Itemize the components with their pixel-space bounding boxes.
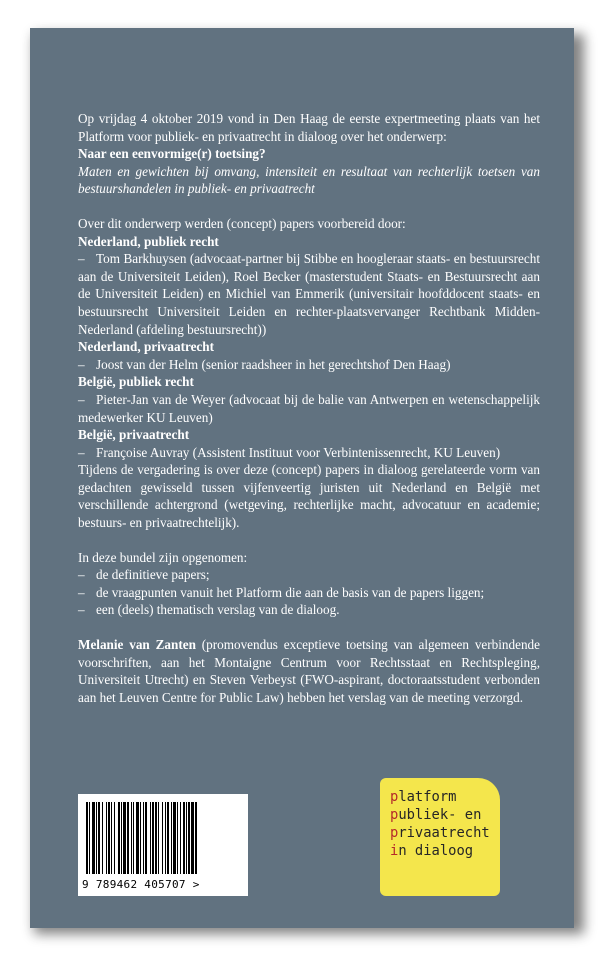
logo-line: privaatrecht <box>390 825 490 841</box>
dash: – <box>78 251 85 267</box>
bundle-item: – de vraagpunten vanuit het Platform die aan de basis van de papers liggen; <box>78 584 485 600</box>
section-heading-nl-public: Nederland, publiek recht <box>78 233 219 249</box>
cover-text <box>78 110 540 706</box>
bundle-item: – een (deels) thematisch verslag van de dialoog. <box>78 602 340 618</box>
barcode-bars <box>86 802 240 874</box>
logo-line: platform <box>390 789 457 805</box>
section-heading-be-public: België, publiek recht <box>78 374 194 390</box>
editor-name: Melanie van Zanten <box>78 637 196 653</box>
dash: – <box>78 444 85 460</box>
section-heading-be-private: België, privaatrecht <box>78 427 190 443</box>
papers-lead: Over dit onderwerp werden (concept) papers voorbereid door: <box>78 215 406 231</box>
section-text-be-private: – Françoise Auvray (Assistent Instituut voor Verbintenissenrecht, KU Leuven) <box>78 444 501 460</box>
logo-line: publiek- en <box>390 807 482 823</box>
logo-line: in dialoog <box>390 843 474 859</box>
meeting-closing: Tijdens de vergadering is over deze (concept) papers in dialoog gerelateerde vorm van gedachten gewisseld tussen vijfenveertig juristen uit Nederland en België met verschillende achtergrond (wetgeving, rechterlijke macht, advocatuur en academie; bestuurs- en privaatrechtelijk). <box>78 462 540 531</box>
topic-title: Naar een eenvormige(r) toetsing? <box>78 146 266 162</box>
dash: – <box>78 391 85 407</box>
intro-paragraph: Op vrijdag 4 oktober 2019 vond in Den Haag de eerste expertmeeting plaats van het Platform voor publiek- en privaatrecht in dialoog over het onderwerp: <box>78 111 540 144</box>
isbn-number: 9 789462 405707 > <box>82 878 200 891</box>
bundle-lead: In deze bundel zijn opgenomen: <box>78 549 248 565</box>
section-text-nl-public: – Tom Barkhuysen (advocaat-partner bij Stibbe en hoogleraar staats- en bestuursrecht aan de Universiteit Leiden), Roel Becker (masterstudent Staats- en Bestuursrecht aan de Universiteit Leiden) en Michiel van Emmerik (universitair hoofddocent staats- en bestuursrecht Universiteit Leiden en rechter-plaatsvervanger Rechtbank Midden-Nederland (afdeling bestuursrecht)) <box>78 251 540 337</box>
topic-subtitle: Maten en gewichten bij omvang, intensiteit en resultaat van rechterlijk toetsen van bestuurshandelen in publiek- en privaatrecht <box>78 163 540 197</box>
isbn-barcode <box>78 794 248 896</box>
section-text-be-public: – Pieter-Jan van de Weyer (advocaat bij de balie van Antwerpen en wetenschappelijk medewerker KU Leuven) <box>78 391 540 425</box>
section-heading-nl-private: Nederland, privaatrecht <box>78 339 215 355</box>
report-paragraph: Melanie van Zanten (promovendus exceptieve toetsing van algemeen verbindende voorschriften, aan het Montaigne Centrum voor Rechtsstaat en Rechtspleging, Universiteit Utrecht) en Steven Verbeyst (FWO-aspirant, doctoraatsstudent verbonden aan het Leuven Centre for Public Law) hebben het verslag van de meeting verzorgd. <box>78 637 541 705</box>
dash: – <box>78 356 85 372</box>
platform-logo <box>380 778 500 896</box>
back-cover <box>30 28 574 928</box>
section-text-nl-private: – Joost van der Helm (senior raadsheer in het gerechtshof Den Haag) <box>78 356 451 372</box>
bundle-item: – de definitieve papers; <box>78 567 210 583</box>
